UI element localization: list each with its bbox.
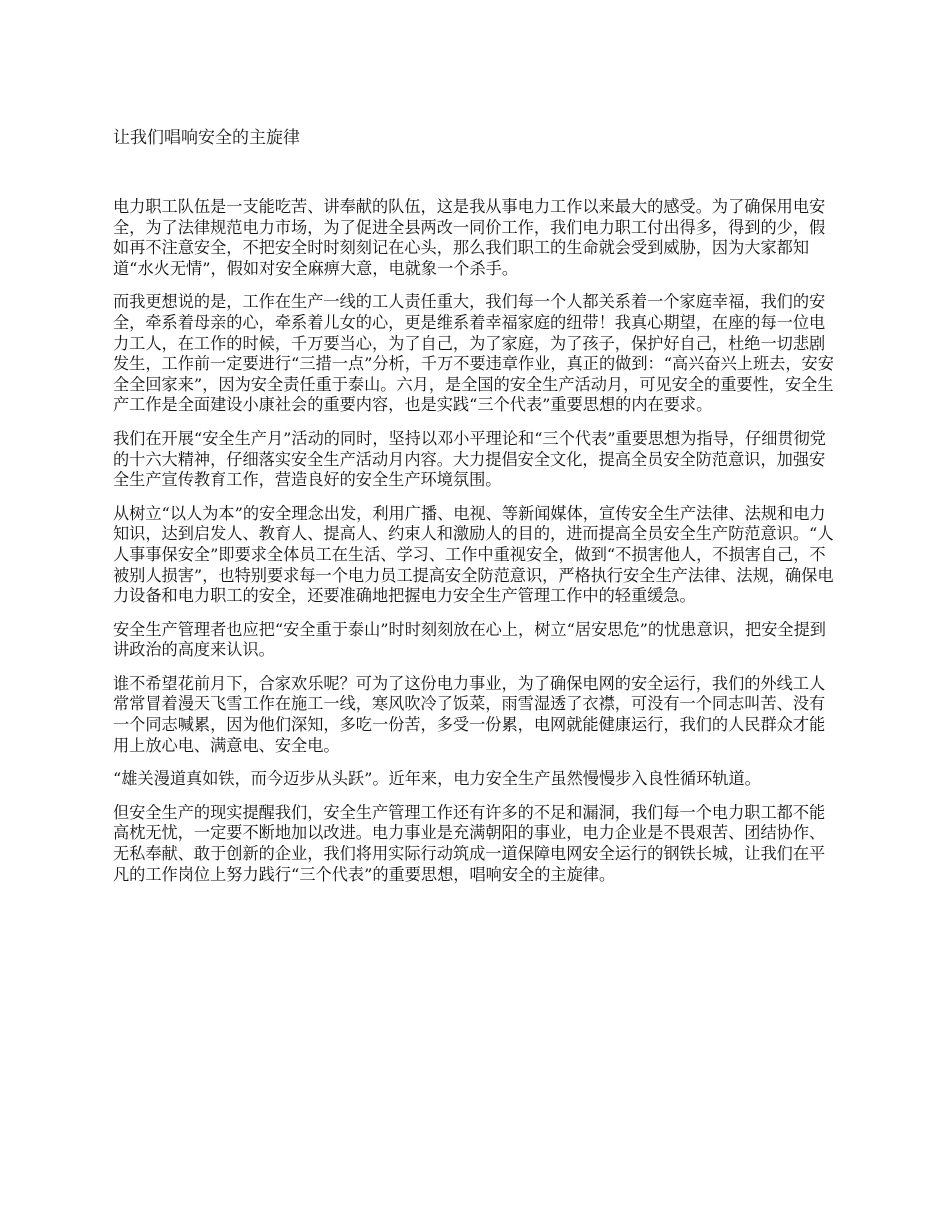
paragraph-3: 我们在开展“安全生产月”活动的同时，坚持以邓小平理论和“三个代表”重要思想为指导，仔细贯彻党的十六大精神，仔细落实安全生产活动月内容。大力提倡安全文化，提高全员安全防范意识，加强安全生产宣传教育工作，营造良好的安全生产环境氛围。: [113, 428, 826, 490]
paragraph-2: 而我更想说的是，工作在生产一线的工人责任重大，我们每一个人都关系着一个家庭幸福，我们的安全，牵系着母亲的心，牵系着儿女的心，更是维系着幸福家庭的纽带！我真心期望，在座的每一位电力工人，在工作的时候，千万要当心，为了自己，为了家庭，为了孩子，保护好自己，杜绝一切悲剧发生，工作前一定要进行“三措一点”分析，千万不要违章作业，真正的做到：“高兴奋兴上班去，安安全全回家来”，因为安全责任重于泰山。六月，是全国的安全生产活动月，可见安全的重要性，安全生产工作是全面建设小康社会的重要内容，也是实践“三个代表”重要思想的内在要求。: [113, 292, 834, 415]
document-title: 让我们唱响安全的主旋律: [113, 128, 300, 148]
paragraph-1: 电力职工队伍是一支能吃苦、讲奉献的队伍，这是我从事电力工作以来最大的感受。为了确保用电安全，为了法律规范电力市场，为了促进全县两改一同价工作，我们电力职工付出得多，得到的少，假如再不注意安全，不把安全时时刻刻记在心头，那么我们职工的生命就会受到威胁，因为大家都知道“水火无情”，假如对安全麻痹大意，电就象一个杀手。: [113, 197, 826, 278]
paragraph-7: “雄关漫道真如铁，而今迈步从头跃”。近年来，电力安全生产虽然慢慢步入良性循环轨道。: [113, 769, 761, 789]
paragraph-5: 安全生产管理者也应把“安全重于泰山”时时刻刻放在心上，树立“居安思危”的忧患意识，把安全提到讲政治的高度来认识。: [113, 619, 826, 660]
paragraph-8: 但安全生产的现实提醒我们，安全生产管理工作还有许多的不足和漏洞，我们每一个电力职工都不能高枕无忧，一定要不断地加以改进。电力事业是充满朝阳的事业，电力企业是不畏艰苦、团结协作、无私奉献、敢于创新的企业，我们将用实际行动筑成一道保障电网安全运行的钢铁长城，让我们在平凡的工作岗位上努力践行“三个代表”的重要思想，唱响安全的主旋律。: [113, 802, 826, 884]
paragraph-6: 谁不希望花前月下，合家欢乐呢？可为了这份电力事业，为了确保电网的安全运行，我们的外线工人常常冒着漫天飞雪工作在施工一线，寒风吹冷了饭菜，雨雪湿透了衣襟，可没有一个同志叫苦、没有一个同志喊累，因为他们深知，多吃一份苦，多受一份累，电网就能健康运行，我们的人民群众才能用上放心电、满意电、安全电。: [113, 673, 826, 755]
document-body: [113, 197, 840, 898]
paragraph-4: 从树立“以人为本”的安全理念出发，利用广播、电视、等新闻媒体，宣传安全生产法律、法规和电力知识，达到启发人、教育人、提高人、约束人和激励人的目的，进而提高全员安全生产防范意识。“人人事事保安全”即要求全体员工在生活、学习、工作中重视安全，做到“不损害他人，不损害自己，不被别人损害”，也特别要求每一个电力员工提高安全防范意识，严格执行安全生产法律、法规，确保电力设备和电力职工的安全，还要准确地把握电力安全生产管理工作中的轻重缓急。: [113, 503, 834, 606]
